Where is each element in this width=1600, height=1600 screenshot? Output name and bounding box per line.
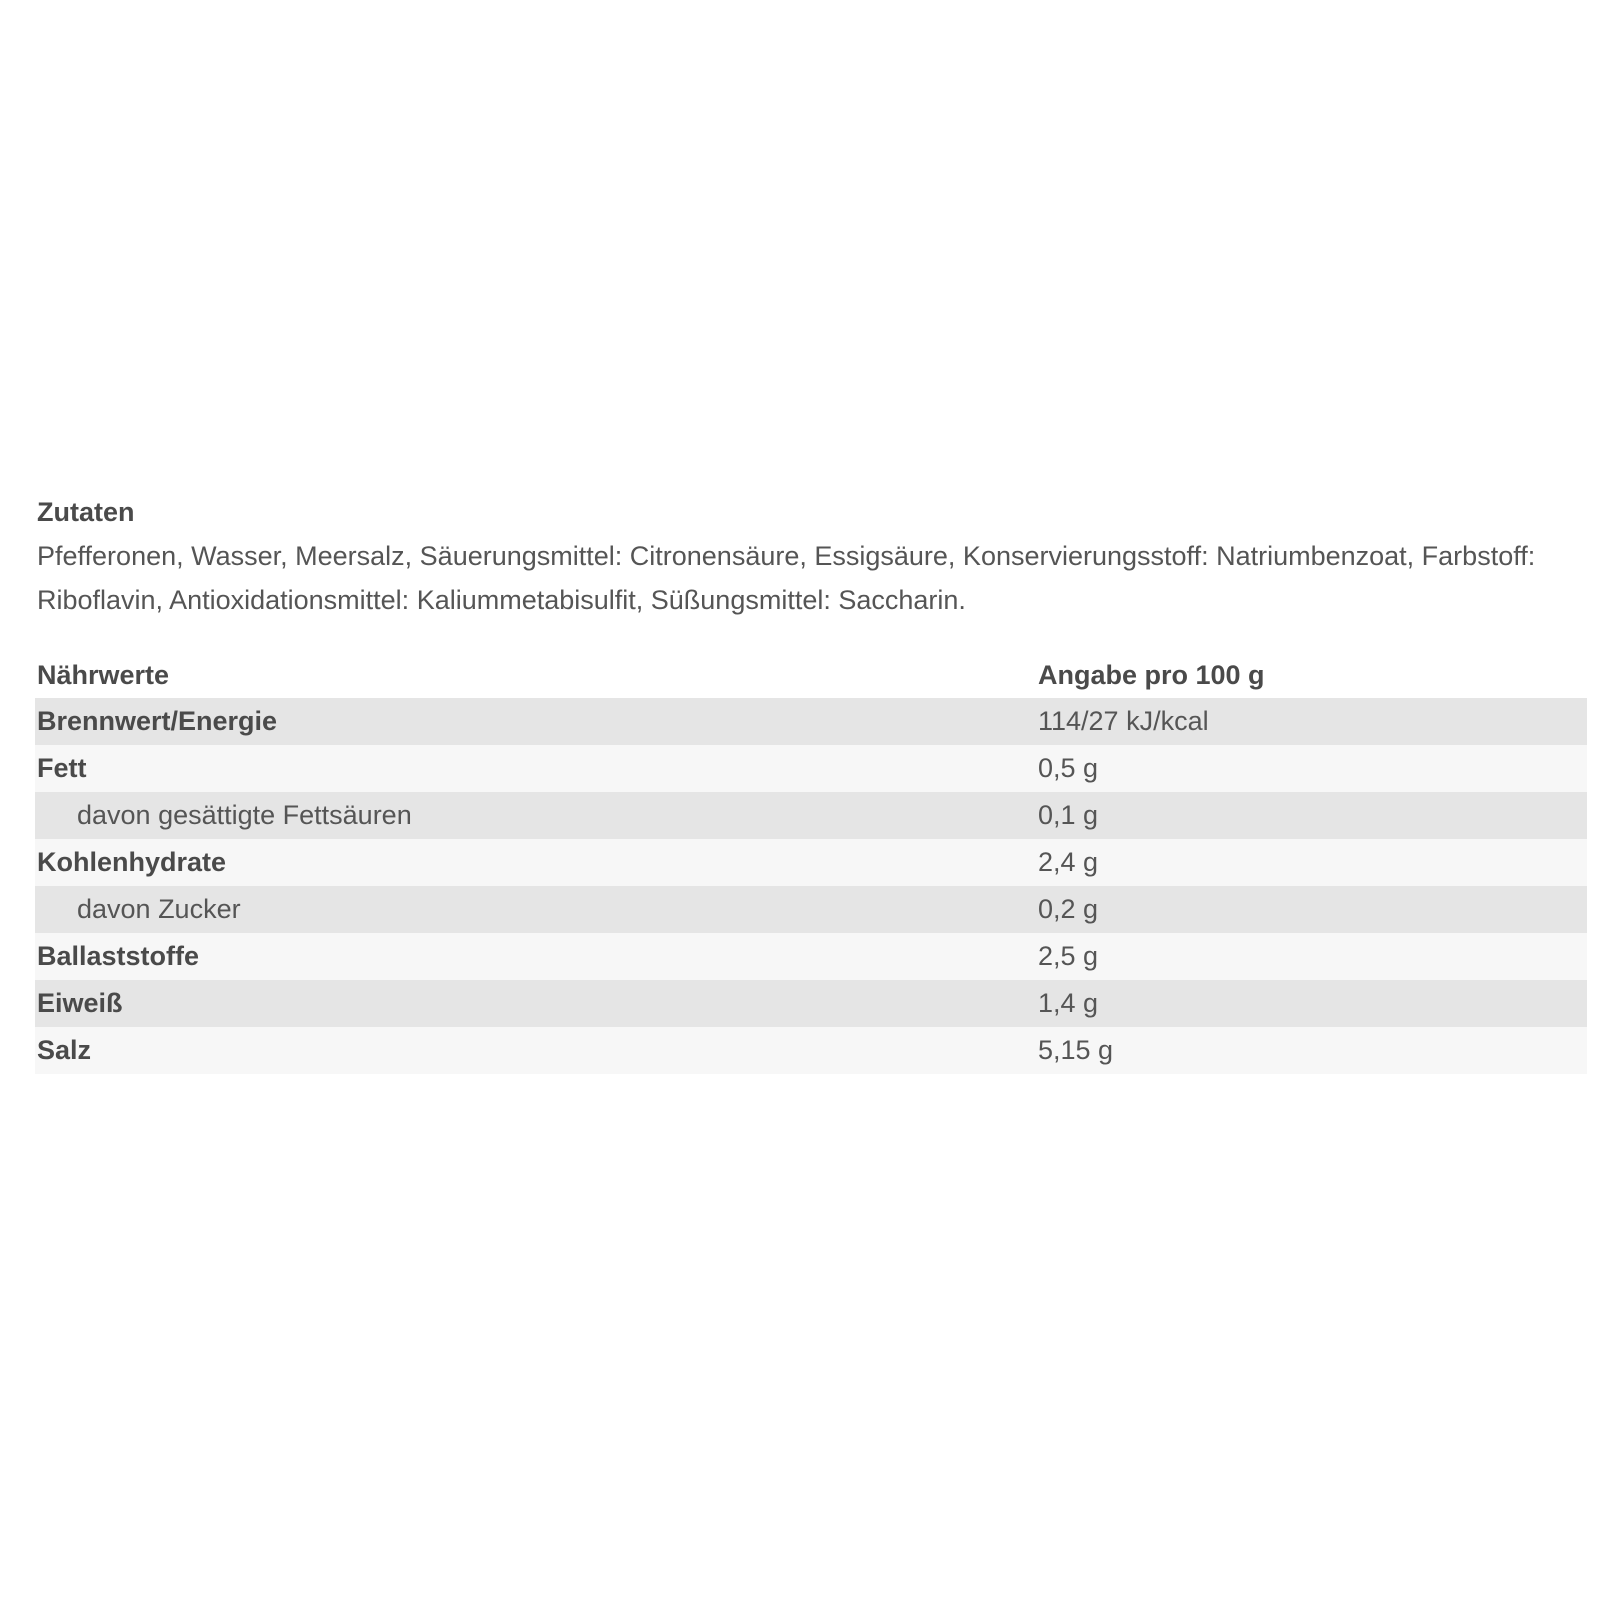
nutrition-table <box>35 652 1587 1074</box>
table-row <box>35 886 1587 933</box>
nutrition-table-header <box>35 652 1587 698</box>
nutrient-label: davon gesättigte Fettsäuren <box>77 800 412 830</box>
nutrient-value: 1,4 g <box>1038 988 1099 1018</box>
nutrition-header-value: Angabe pro 100 g <box>1038 659 1265 690</box>
product-info <box>35 490 1587 1074</box>
ingredients-heading: Zutaten <box>37 497 135 527</box>
nutrient-label: Fett <box>37 753 87 783</box>
nutrient-value: 2,5 g <box>1038 941 1099 971</box>
nutrient-value: 114/27 kJ/kcal <box>1038 706 1209 736</box>
nutrient-label: Salz <box>37 1035 92 1065</box>
table-row <box>35 792 1587 839</box>
ingredients-text: Pfefferonen, Wasser, Meersalz, Säuerungsmittel: Citronensäure, Essigsäure, Konservierungsstoff: Natriumbenzoat, Farbstoff: Riboflavin, Antioxidationsmittel: Kaliummetabisulfit, Süßungsmittel: Saccharin. <box>37 541 1536 615</box>
nutrient-label: Kohlenhydrate <box>37 847 227 877</box>
nutrient-label: Brennwert/Energie <box>37 706 278 736</box>
table-row <box>35 933 1587 980</box>
table-row <box>35 698 1587 745</box>
table-row <box>35 839 1587 886</box>
table-row <box>35 745 1587 792</box>
table-row <box>35 1027 1587 1074</box>
nutrition-header-label: Nährwerte <box>37 659 170 690</box>
nutrient-value: 5,15 g <box>1038 1035 1114 1065</box>
table-row <box>35 980 1587 1027</box>
nutrition-rows <box>35 698 1587 1074</box>
nutrient-label: davon Zucker <box>77 894 241 924</box>
nutrient-label: Ballaststoffe <box>37 941 200 971</box>
nutrient-value: 0,2 g <box>1038 894 1099 924</box>
nutrient-label: Eiweiß <box>37 988 123 1018</box>
nutrient-value: 0,1 g <box>1038 800 1099 830</box>
nutrient-value: 0,5 g <box>1038 753 1099 783</box>
nutrient-value: 2,4 g <box>1038 847 1099 877</box>
